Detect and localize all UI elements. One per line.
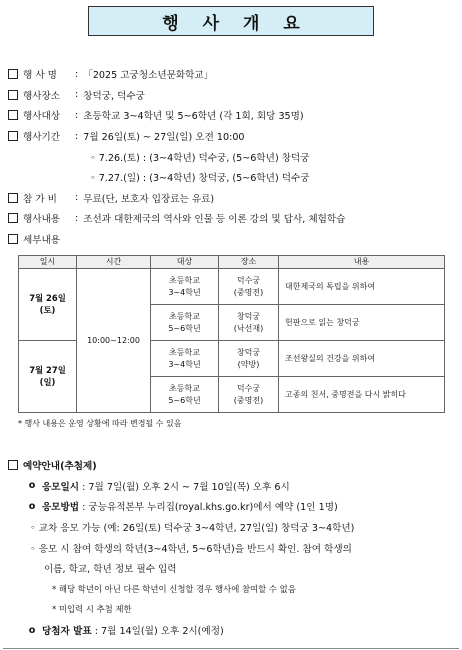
reservation-method-row — [8, 496, 460, 517]
content-cell: 헌판으로 읽는 창덕궁 — [279, 305, 445, 341]
info-value: 창덕궁, 덕수궁 — [83, 90, 145, 102]
title-box — [88, 6, 374, 36]
target-cell: 초등학교 5~6학년 — [151, 305, 219, 341]
checkbox-square-icon — [8, 131, 18, 141]
checkbox-square-icon — [8, 460, 18, 470]
time-cell: 10:00~12:00 — [77, 269, 151, 413]
place-cell: 덕수궁 (중명전) — [219, 377, 279, 413]
info-row-content: 행사내용 : 조선과 대한제국의 역사와 인물 등 이론 강의 및 답사, 체험학습 — [8, 208, 460, 229]
info-value: 「2025 고궁청소년문화학교」 — [83, 70, 214, 82]
target-cell: 초등학교 3~4학년 — [151, 269, 219, 305]
info-row-period: 행사기간 : 7월 26일(토) ~ 27일(일) 오전 10:00 — [8, 126, 460, 147]
info-value: 조선과 대한제국의 역사와 인물 등 이론 강의 및 답사, 체험학습 — [83, 214, 346, 226]
target-cell: 초등학교 3~4학년 — [151, 341, 219, 377]
period-detail: ◦ 7.26.(토) : (3~4학년) 덕수궁, (5~6학년) 창덕궁 — [90, 152, 310, 164]
info-row-details — [8, 229, 460, 250]
date-cell: 7월 27일 (일) — [19, 341, 77, 413]
reservation-heading: 예약안내(추첨제) — [23, 461, 97, 473]
period-detail: ◦ 7.27.(일) : (3~4학년) 창덕궁, (5~6학년) 덕수궁 — [90, 173, 310, 185]
place-cell: 덕수궁 (중명전) — [219, 269, 279, 305]
info-value: 무료(단, 보호자 입장료는 유료) — [83, 193, 215, 205]
column-header: 장소 — [219, 256, 279, 269]
content-cell: 대한제국의 독립을 위하여 — [279, 269, 445, 305]
page-bottom-rule — [3, 648, 459, 649]
reservation-value: : 7월 7일(월) 오후 2시 ~ 7월 10일(목) 오후 6시 — [82, 481, 290, 493]
info-row-venue: 행사장소 : 창덕궁, 덕수궁 — [8, 85, 460, 106]
info-value: 초등학교 3~4학년 및 5~6학년 (각 1회, 회당 35명) — [83, 111, 304, 123]
info-row-event-name: 행 사 명 : 「2025 고궁청소년문화학교」 — [8, 64, 460, 85]
content-cell: 조선왕실의 건강을 위하여 — [279, 341, 445, 377]
checkbox-square-icon — [8, 213, 18, 223]
reservation-label: 당첨자 발표 — [42, 626, 92, 638]
method-item: ◦ 응모 시 참여 학생의 학년(3~4학년, 5~6학년)을 반드시 확인. 참여 학생의 — [30, 543, 352, 555]
column-header: 일시 — [19, 256, 77, 269]
method-item: 이름, 학교, 학년 정보 필수 입력 — [44, 564, 177, 576]
table-row — [19, 269, 445, 305]
table-header-row — [19, 256, 445, 269]
reservation-value: : 궁능유적본부 누리집(royal.khs.go.kr)에서 예약 (1인 1명) — [82, 502, 338, 514]
checkbox-square-icon — [8, 90, 18, 100]
method-item: ◦ 교차 응모 가능 (예: 26일(토) 덕수궁 3~4학년, 27일(일) 창덕궁 3~4학년) — [30, 523, 355, 535]
reservation-section — [8, 455, 460, 640]
column-header: 대상 — [151, 256, 219, 269]
page-title: 행 사 개 요 — [162, 13, 309, 34]
checkbox-square-icon — [8, 69, 18, 79]
info-label: 세부내용 — [23, 235, 61, 247]
schedule-table — [18, 255, 445, 413]
info-row-fee: 참 가 비 : 무료(단, 보호자 입장료는 유료) — [8, 188, 460, 209]
reservation-period-row — [8, 476, 460, 497]
content-cell: 고종의 친서, 중명전을 다시 밝히다 — [279, 377, 445, 413]
column-header: 내용 — [279, 256, 445, 269]
warning-item: * 해당 학년이 아닌 다른 학년이 신청할 경우 행사에 참여할 수 없음 — [52, 583, 296, 594]
place-cell: 창덕궁 (낙선재) — [219, 305, 279, 341]
warning-item: * 미입력 시 추첨 제한 — [52, 604, 132, 615]
bullet-icon: o — [28, 480, 36, 492]
checkbox-square-icon — [8, 234, 18, 244]
bullet-icon: o — [28, 500, 36, 512]
info-label: 행 사 명 — [23, 70, 57, 82]
reservation-announce-row — [8, 620, 460, 641]
date-cell: 7월 26일 (토) — [19, 269, 77, 341]
info-row-target: 행사대상 : 초등학교 3~4학년 및 5~6학년 (각 1회, 회당 35명) — [8, 105, 460, 126]
bullet-icon: o — [28, 624, 36, 636]
reservation-heading-row — [8, 455, 460, 476]
column-header: 시간 — [77, 256, 151, 269]
info-label: 참 가 비 — [23, 193, 57, 205]
table-note: * 행사 내용은 운영 상황에 따라 변경될 수 있음 — [18, 419, 182, 428]
info-value: 7월 26일(토) ~ 27일(일) 오전 10:00 — [83, 132, 245, 144]
reservation-label: 응모일시 — [42, 481, 80, 493]
info-label: 행사대상 — [23, 111, 61, 123]
info-label: 행사장소 — [23, 90, 61, 102]
checkbox-square-icon — [8, 193, 18, 203]
info-label: 행사내용 — [23, 214, 61, 226]
reservation-label: 응모방법 — [42, 502, 80, 514]
reservation-value: : 7월 14일(월) 오후 2시(예정) — [94, 626, 224, 638]
info-label: 행사기간 — [23, 132, 61, 144]
target-cell: 초등학교 5~6학년 — [151, 377, 219, 413]
event-info-list — [8, 64, 460, 249]
place-cell: 창덕궁 (약방) — [219, 341, 279, 377]
checkbox-square-icon — [8, 110, 18, 120]
